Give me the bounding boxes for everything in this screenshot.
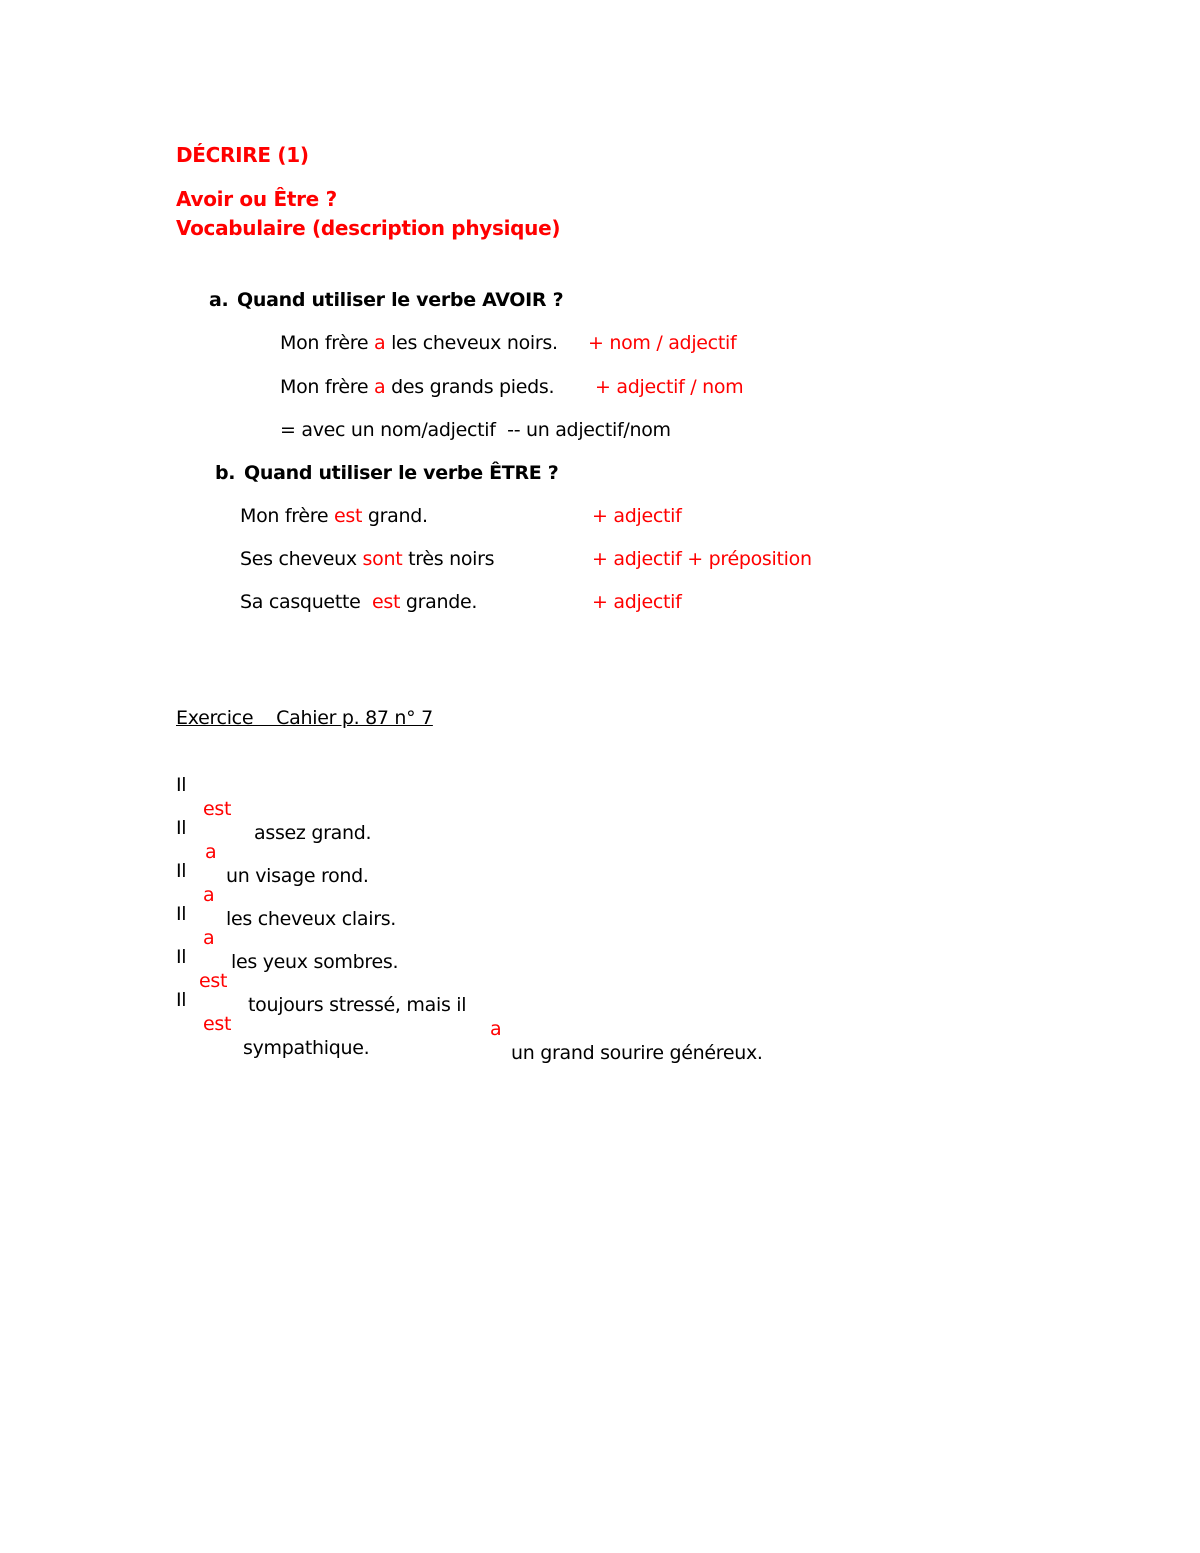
exercise-rest: les yeux sombres. xyxy=(231,951,399,973)
exercise-subject: Il xyxy=(176,946,187,968)
example-verb: a xyxy=(374,376,386,398)
exercise-subject: Il xyxy=(176,989,187,1011)
example-text-before: Mon frère xyxy=(280,376,374,398)
example-verb: sont xyxy=(362,548,403,570)
example-text-after: très noirs xyxy=(402,548,495,570)
exercise-rest: sympathique. xyxy=(243,1037,370,1059)
section-b-example-1-rule: + adjectif xyxy=(592,505,682,527)
document-subtitle-vocabulaire: Vocabulaire (description physique) xyxy=(176,216,561,240)
exercise-verb-2: a xyxy=(490,1018,502,1040)
section-b-example-1 xyxy=(240,504,428,528)
section-a-example-2 xyxy=(280,375,554,399)
section-a-heading: Quand utiliser le verbe AVOIR ? xyxy=(237,289,564,311)
document-subtitle-avoir-etre: Avoir ou Être ? xyxy=(176,187,337,211)
exercise-rest: toujours stressé, mais il xyxy=(248,994,467,1016)
exercise-subject: Il xyxy=(176,817,187,839)
example-verb: est xyxy=(372,591,401,613)
section-b-heading: Quand utiliser le verbe ÊTRE ? xyxy=(244,462,559,484)
exercise-verb: est xyxy=(199,970,228,992)
exercise-rest: assez grand. xyxy=(254,822,372,844)
section-a-marker: a. xyxy=(209,289,229,311)
exercise-rest-2: un grand sourire généreux. xyxy=(511,1042,763,1064)
exercise-verb: a xyxy=(203,927,215,949)
example-text-after: grande. xyxy=(400,591,478,613)
exercise-verb: est xyxy=(203,1013,232,1035)
example-text-before: Mon frère xyxy=(280,332,374,354)
example-text-after: des grands pieds. xyxy=(385,376,555,398)
section-b-example-2-rule: + adjectif + préposition xyxy=(592,548,812,570)
exercise-heading: Exercice Cahier p. 87 n° 7 xyxy=(176,707,433,729)
document-title: DÉCRIRE (1) xyxy=(176,143,309,167)
example-verb: est xyxy=(334,505,363,527)
example-text-before: Sa casquette xyxy=(240,591,372,613)
example-verb: a xyxy=(374,332,386,354)
example-text-before: Ses cheveux xyxy=(240,548,363,570)
section-b-example-3 xyxy=(240,590,477,614)
exercise-verb: est xyxy=(203,798,232,820)
exercise-subject: Il xyxy=(176,860,187,882)
exercise-rest: les cheveux clairs. xyxy=(226,908,397,930)
exercise-subject: Il xyxy=(176,903,187,925)
section-a-example-2-rule: + adjectif / nom xyxy=(595,376,744,398)
section-b-example-3-rule: + adjectif xyxy=(592,591,682,613)
section-b-marker: b. xyxy=(215,462,236,484)
exercise-verb: a xyxy=(203,884,215,906)
section-a-summary: = avec un nom/adjectif -- un adjectif/nom xyxy=(280,419,671,441)
exercise-subject: Il xyxy=(176,774,187,796)
section-b-example-2 xyxy=(240,547,494,571)
exercise-verb: a xyxy=(205,841,217,863)
section-a-example-1-rule: + nom / adjectif xyxy=(588,332,737,354)
exercise-rest: un visage rond. xyxy=(226,865,369,887)
example-text-after: les cheveux noirs. xyxy=(385,332,558,354)
section-a-example-1 xyxy=(280,331,558,355)
example-text-before: Mon frère xyxy=(240,505,334,527)
example-text-after: grand. xyxy=(362,505,428,527)
